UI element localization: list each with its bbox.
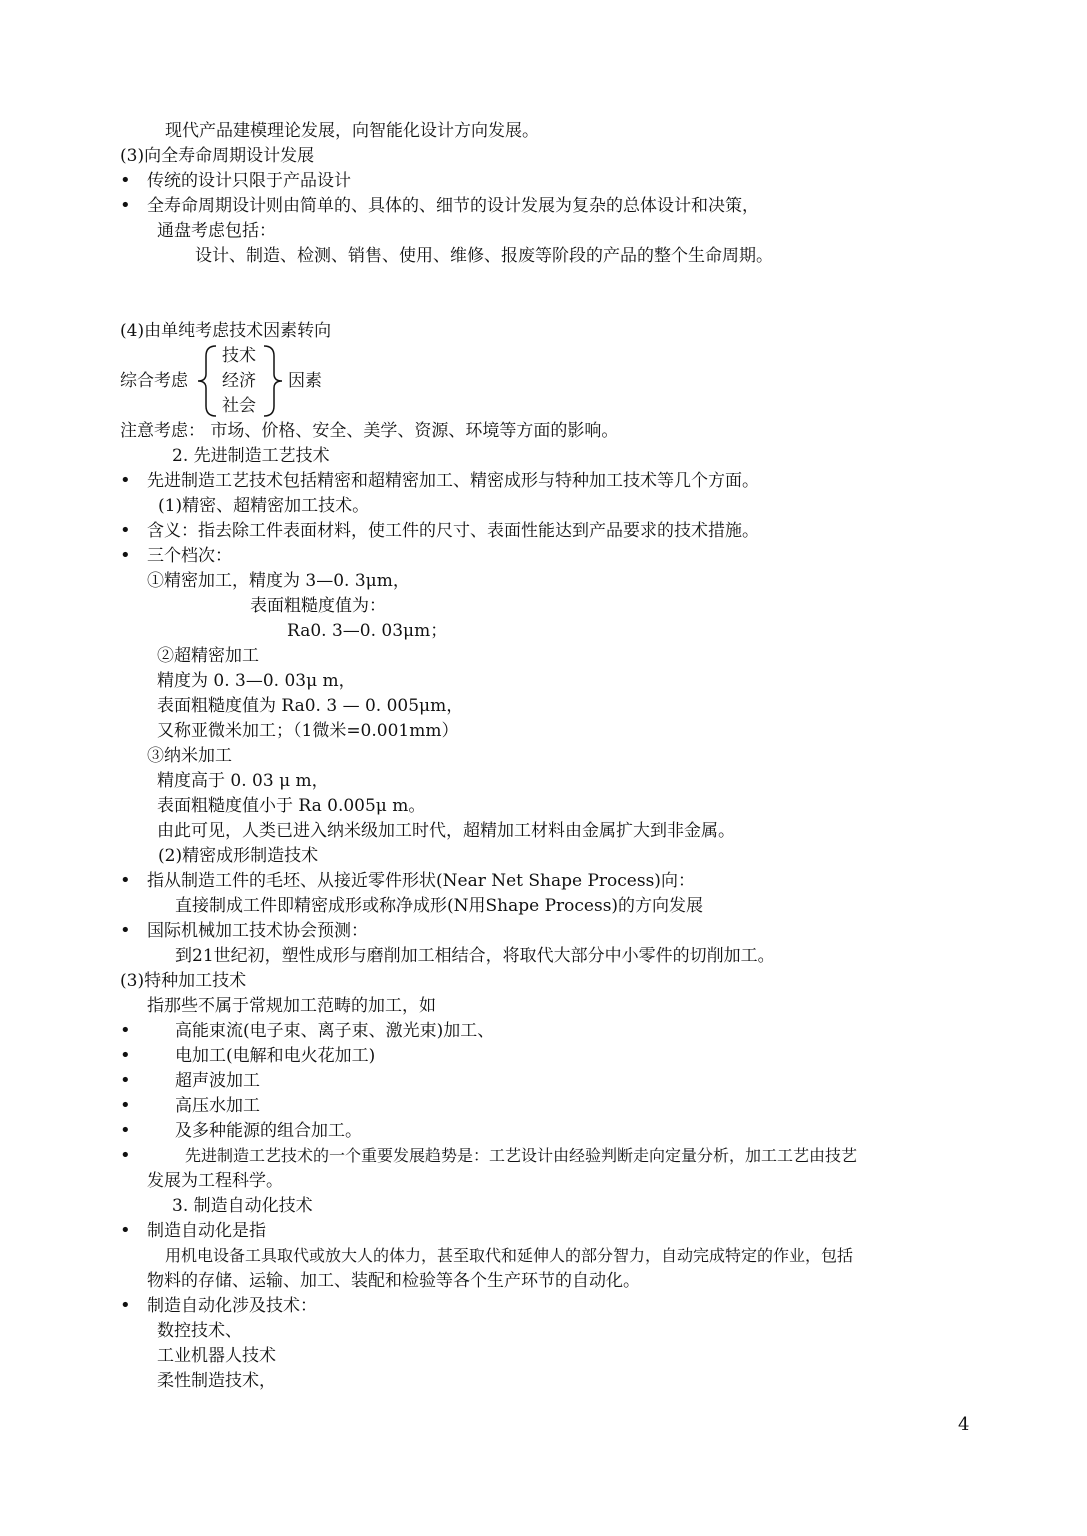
text-line: 高压水加工 <box>175 1096 260 1116</box>
text-line: 又称亚微米加工；（1微米=0.001mm） <box>157 721 459 741</box>
bullet: • <box>120 1045 131 1066</box>
text-line: 直接制成工件即精密成形或称净成形(N用Shape Process)的方向发展 <box>175 896 704 916</box>
text-line: 先进制造工艺技术的一个重要发展趋势是：工艺设计由经验判断走向定量分析，加工工艺由技艺 <box>185 1146 858 1165</box>
text-line: 先进制造工艺技术包括精密和超精密加工、精密成形与特种加工技术等几个方面。 <box>147 471 759 491</box>
bullet: • <box>120 1120 131 1141</box>
text-line: 国际机械加工技术协会预测： <box>147 921 368 941</box>
left-brace-icon <box>196 344 220 418</box>
text-line: Ra0. 3—0. 03μm； <box>287 621 448 641</box>
text-line: ①精密加工，精度为 3—0. 3μm， <box>147 571 410 591</box>
text-line: ②超精密加工 <box>157 646 259 666</box>
text-line: ③纳米加工 <box>147 746 232 766</box>
text-line: 高能束流(电子束、离子束、激光束)加工、 <box>175 1021 495 1041</box>
text-line: 工业机器人技术 <box>157 1346 276 1366</box>
page-number: 4 <box>958 1414 970 1435</box>
text-line: 用机电设备工具取代或放大人的体力，甚至取代和延伸人的部分智力，自动完成特定的作业，包括 <box>165 1246 854 1265</box>
text-line: 表面粗糙度值小于 Ra 0.005μ m。 <box>157 796 426 816</box>
bullet: • <box>120 1020 131 1041</box>
text-line: 表面粗糙度值为 Ra0. 3 — 0. 005μm， <box>157 696 464 716</box>
brace-left-label: 综合考虑 <box>120 371 188 391</box>
text-line: 电加工(电解和电火花加工) <box>175 1046 376 1066</box>
text-line: 超声波加工 <box>175 1071 260 1091</box>
section-heading: 3. 制造自动化技术 <box>172 1196 313 1216</box>
brace-item: 技术 <box>222 346 256 366</box>
brace-item: 经济 <box>222 371 256 391</box>
text-line: 发展为工程科学。 <box>147 1171 283 1191</box>
bullet: • <box>120 470 131 491</box>
text-line: 含义：指去除工件表面材料，使工件的尺寸、表面性能达到产品要求的技术措施。 <box>147 521 759 541</box>
text-line: 精度高于 0. 03 μ m， <box>157 771 329 791</box>
bullet: • <box>120 1295 131 1316</box>
text-line: 注意考虑： 市场、价格、安全、美学、资源、环境等方面的影响。 <box>120 421 619 441</box>
text-line: 现代产品建模理论发展，向智能化设计方向发展。 <box>165 121 539 141</box>
text-line: 设计、制造、检测、销售、使用、维修、报废等阶段的产品的整个生命周期。 <box>195 246 773 266</box>
brace-right-label: 因素 <box>288 371 322 391</box>
bullet: • <box>120 1145 131 1166</box>
bullet: • <box>120 920 131 941</box>
text-line: 传统的设计只限于产品设计 <box>147 171 351 191</box>
bullet: • <box>120 1095 131 1116</box>
text-line: 全寿命周期设计则由简单的、具体的、细节的设计发展为复杂的总体设计和决策， <box>147 196 759 216</box>
text-line: 指那些不属于常规加工范畴的加工，如 <box>147 996 436 1016</box>
section-heading: (4)由单纯考虑技术因素转向 <box>120 321 332 341</box>
text-line: 到21世纪初，塑性成形与磨削加工相结合，将取代大部分中小零件的切削加工。 <box>175 946 775 966</box>
bullet: • <box>120 520 131 541</box>
bullet: • <box>120 1070 131 1091</box>
text-line: 通盘考虑包括： <box>157 221 276 241</box>
sub-heading: (3)特种加工技术 <box>120 971 247 991</box>
text-line: 表面粗糙度值为： <box>250 596 386 616</box>
text-line: 及多种能源的组合加工。 <box>175 1121 362 1141</box>
text-line: 三个档次： <box>147 546 232 566</box>
right-brace-icon <box>260 344 284 418</box>
text-line: 指从制造工件的毛坯、从接近零件形状(Near Net Shape Process)向： <box>147 871 695 891</box>
text-line: 制造自动化是指 <box>147 1221 266 1241</box>
section-heading: 2. 先进制造工艺技术 <box>172 446 330 466</box>
text-line: 制造自动化涉及技术： <box>147 1296 317 1316</box>
bullet: • <box>120 1220 131 1241</box>
bullet: • <box>120 870 131 891</box>
text-line: 数控技术、 <box>157 1321 242 1341</box>
bullet: • <box>120 545 131 566</box>
text-line: 物料的存储、运输、加工、装配和检验等各个生产环节的自动化。 <box>147 1271 640 1291</box>
sub-heading: (2)精密成形制造技术 <box>158 846 319 866</box>
text-line: 由此可见，人类已进入纳米级加工时代，超精加工材料由金属扩大到非金属。 <box>157 821 735 841</box>
bullet: • <box>120 195 131 216</box>
brace-item: 社会 <box>222 396 256 416</box>
sub-heading: (1)精密、超精密加工技术。 <box>158 496 370 516</box>
text-line: 精度为 0. 3—0. 03μ m， <box>157 671 356 691</box>
text-line: 柔性制造技术， <box>157 1371 276 1391</box>
bullet: • <box>120 170 131 191</box>
section-heading: (3)向全寿命周期设计发展 <box>120 146 315 166</box>
